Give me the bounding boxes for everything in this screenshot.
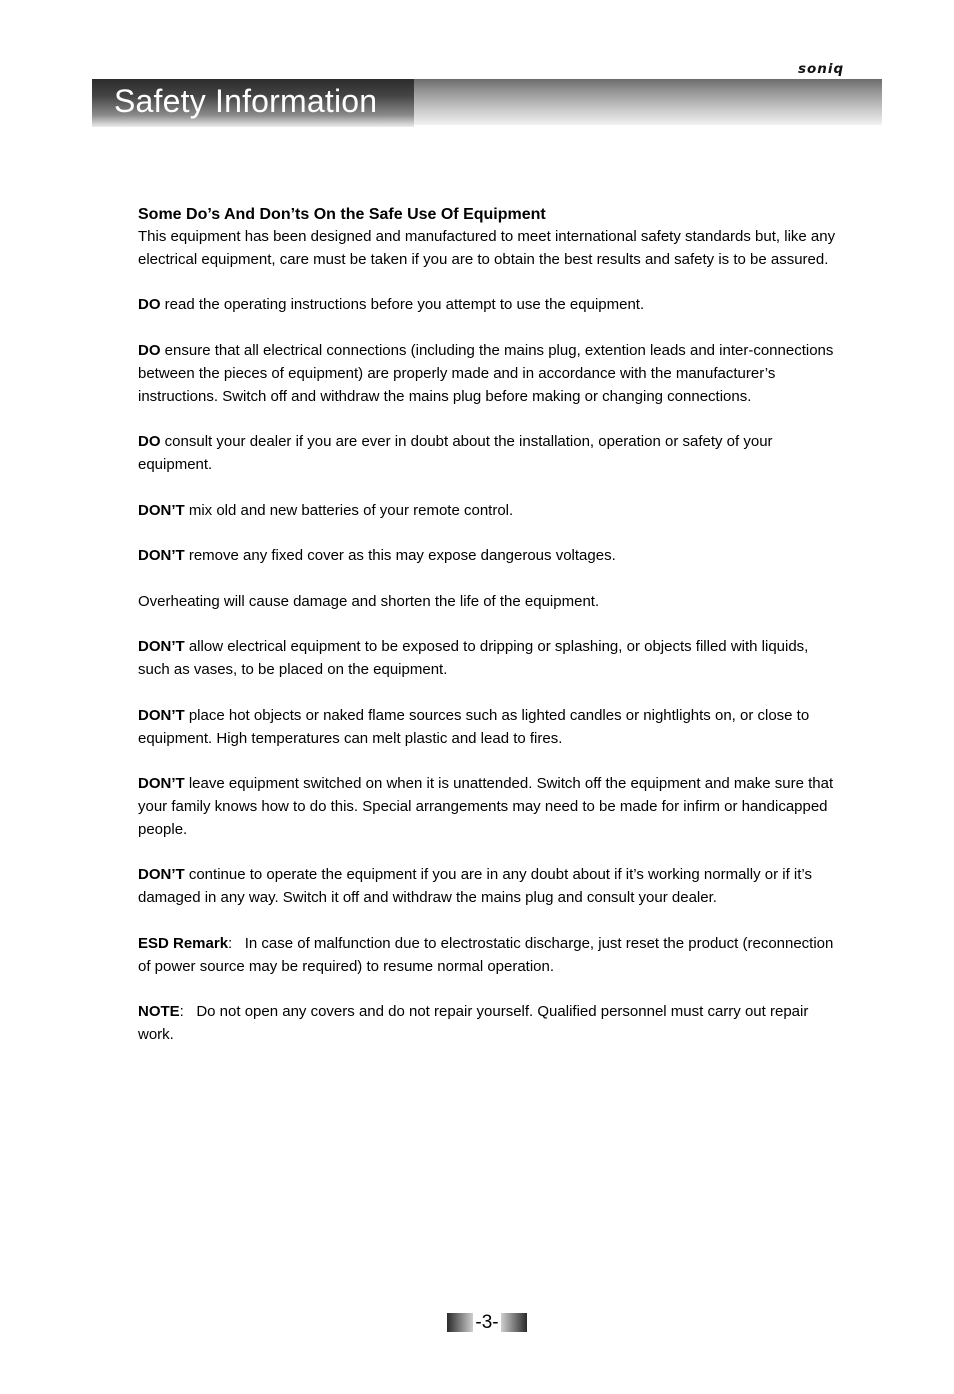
safety-keyword: DO — [138, 341, 161, 359]
safety-text: Overheating will cause damage and shorten the life of the equipment. — [138, 592, 600, 610]
safety-item — [138, 340, 838, 408]
intro-paragraph: This equipment has been designed and manufactured to meet international safety standards but, like any electrical equipment, care must be taken if you are to obtain the best results and safety is to be assured. — [138, 228, 836, 268]
safety-keyword: DON’T — [138, 547, 185, 565]
safety-keyword: DON’T — [138, 706, 185, 724]
safety-keyword: NOTE — [138, 1003, 180, 1021]
page-number-footer — [447, 1312, 527, 1333]
safety-text: : Do not open any covers and do not repair yourself. Qualified personnel must carry out repair work. — [138, 1003, 813, 1043]
safety-item — [138, 431, 838, 477]
safety-text: allow electrical equipment to be exposed to dripping or splashing, or objects filled with liquids, such as vases, to be placed on the equipment. — [138, 638, 809, 679]
safety-text: read the operating instructions before you attempt to use the equipment. — [160, 296, 645, 314]
safety-text: : In case of malfunction due to electrostatic discharge, just reset the product (reconnection of power source may be required) to resume normal operation. — [138, 934, 838, 975]
safety-keyword: ESD Remark — [138, 934, 229, 952]
safety-text: ensure that all electrical connections (including the mains plug, extention leads and inter-connections between the pieces of equipment) are properly made and in accordance with the manufacturer’s instructions. Switch off and withdraw the mains plug before making or changing connections. — [138, 341, 834, 405]
safety-keyword: DO — [138, 433, 161, 451]
safety-text: leave equipment switched on when it is unattended. Switch off the equipment and make sure that your family knows how to do this. Special arrangements may need to be made for infirm or handicapped people. — [138, 775, 834, 838]
safety-text: continue to operate the equipment if you are in any doubt about if it’s working normally or if it’s damaged in any way. Switch it off and withdraw the mains plug and consult your dealer. — [138, 866, 812, 907]
safety-text: remove any fixed cover as this may expose dangerous voltages. — [184, 547, 616, 565]
safety-content — [138, 204, 838, 1069]
safety-item — [138, 864, 838, 910]
safety-item — [138, 500, 838, 523]
footer-bar-left — [447, 1313, 473, 1332]
page-title: Safety Information — [114, 83, 378, 119]
safety-keyword: DON’T — [138, 775, 185, 793]
section-heading: Some Do’s And Don’ts On the Safe Use Of Equipment — [138, 206, 546, 223]
page-number: -3- — [475, 1312, 499, 1333]
safety-text: mix old and new batteries of your remote control. — [184, 501, 514, 519]
safety-text: consult your dealer if you are ever in doubt about the installation, operation or safety of your equipment. — [138, 433, 773, 473]
safety-item — [138, 545, 838, 568]
esd-remark — [138, 933, 838, 979]
safety-item — [138, 294, 838, 317]
safety-keyword: DON’T — [138, 866, 185, 884]
safety-text: place hot objects or naked flame sources such as lighted candles or nightlights on, or close to equipment. High temperatures can melt plastic and lead to fires. — [138, 706, 810, 747]
footer-bar-right — [501, 1313, 527, 1332]
safety-keyword: DON’T — [138, 501, 185, 519]
safety-item — [138, 636, 838, 682]
brand-logo: soniq — [798, 61, 845, 77]
safety-item — [138, 591, 838, 614]
safety-item — [138, 705, 838, 751]
safety-keyword: DO — [138, 296, 161, 314]
safety-item — [138, 773, 838, 841]
note-remark — [138, 1001, 838, 1047]
safety-keyword: DON’T — [138, 638, 185, 656]
